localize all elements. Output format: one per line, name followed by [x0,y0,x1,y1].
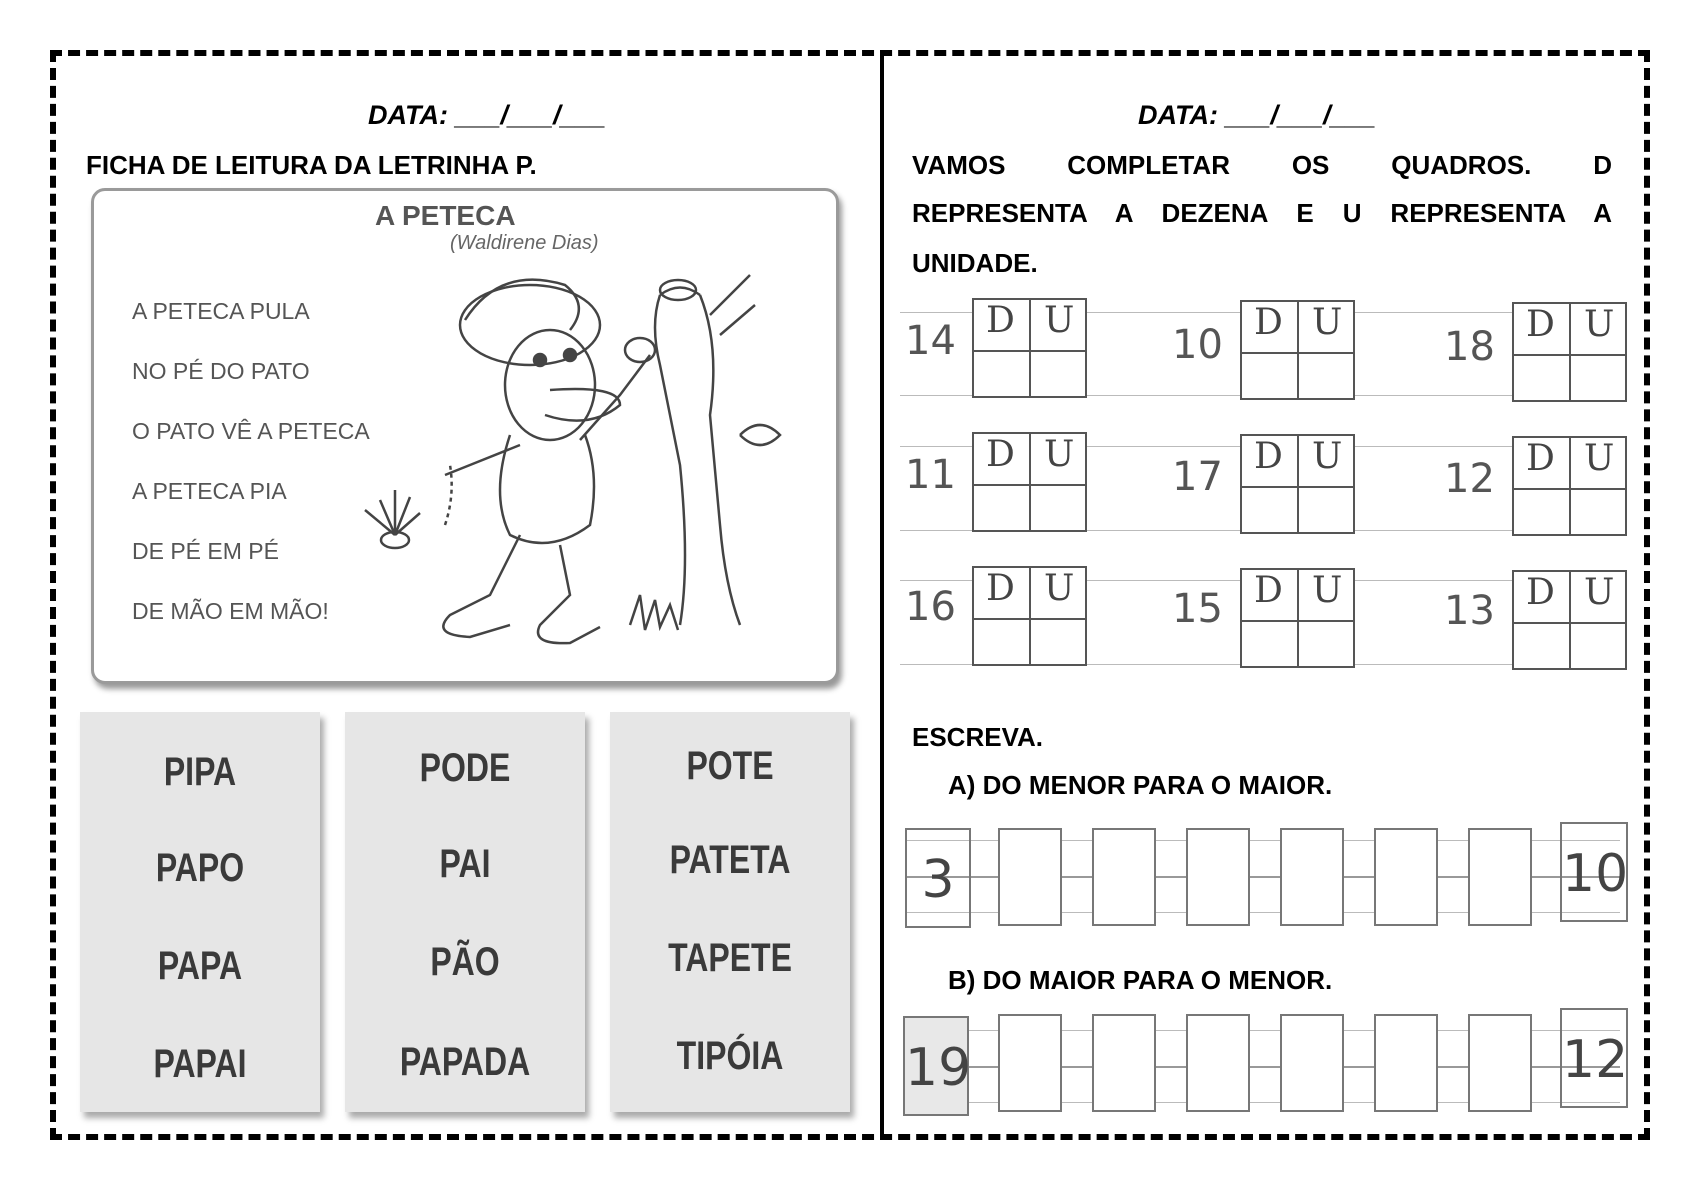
instruction-line: REPRESENTA A DEZENA E U REPRESENTA A [912,198,1612,228]
word: TAPETE [668,936,792,980]
word: TIPÓIA [676,1034,784,1078]
word: PAI [439,842,491,886]
number-label: 14 [905,318,956,364]
du-box[interactable] [1240,568,1355,668]
sequence-a-blank[interactable] [1374,828,1438,926]
number-label: 11 [905,452,956,498]
story-line: A PETECA PIA [132,478,287,504]
word: PAPAI [153,1042,247,1086]
word: PAPO [155,846,245,890]
sequence-a-start: 3 [905,828,971,928]
sequence-b-blank[interactable] [998,1014,1062,1112]
sequence-b-blank[interactable] [1186,1014,1250,1112]
du-label-u: U [1044,434,1075,475]
word: PIPA [163,750,237,794]
du-box[interactable] [972,298,1087,398]
word: POTE [686,744,774,788]
task-a-heading: A) DO MENOR PARA O MAIOR. [948,770,1333,800]
word: PAPADA [399,1040,531,1084]
story-line: DE MÃO EM MÃO! [132,598,329,624]
write-heading: ESCREVA. [912,722,1043,752]
word: PODE [419,746,511,790]
right-date: DATA: ___/___/___ [1138,100,1376,130]
sequence-b-blank[interactable] [1374,1014,1438,1112]
sequence-a-blank[interactable] [1468,828,1532,926]
du-box[interactable] [1512,436,1627,536]
reading-heading: FICHA DE LEITURA DA LETRINHA P. [86,150,537,180]
du-box[interactable] [1512,302,1627,402]
sequence-a-blank[interactable] [1186,828,1250,926]
word: PÃO [430,940,500,984]
sequence-b-blank[interactable] [1280,1014,1344,1112]
sequence-b-blank[interactable] [1092,1014,1156,1112]
sequence-a-blank[interactable] [998,828,1062,926]
du-label-d: D [1526,438,1555,479]
du-label-d: D [986,300,1015,341]
sequence-b-start: 19 [903,1016,969,1116]
task-b-heading: B) DO MAIOR PARA O MENOR. [948,965,1333,995]
du-label-u: U [1044,300,1075,341]
sequence-b-end: 12 [1560,1008,1628,1108]
sequence-a-blank[interactable] [1280,828,1344,926]
du-box[interactable] [1512,570,1627,670]
du-label-u: U [1312,570,1343,611]
du-label-d: D [986,568,1015,609]
column-divider [880,50,884,1140]
duck-peteca-illustration [360,265,800,665]
du-label-d: D [1254,436,1283,477]
du-label-u: U [1584,438,1615,479]
du-label-u: U [1312,302,1343,343]
number-label: 15 [1172,586,1223,632]
number-label: 12 [1444,456,1495,502]
du-label-u: U [1312,436,1343,477]
number-label: 18 [1444,324,1495,370]
du-label-d: D [1526,304,1555,345]
du-label-d: D [1254,302,1283,343]
number-label: 16 [905,584,956,630]
number-label: 17 [1172,454,1223,500]
du-box[interactable] [972,566,1087,666]
word: PAPA [157,944,243,988]
sequence-a-blank[interactable] [1092,828,1156,926]
story-title: A PETECA [375,200,516,231]
instruction-line: VAMOS COMPLETAR OS QUADROS. D [912,150,1612,180]
story-line: NO PÉ DO PATO [132,358,310,384]
du-box[interactable] [1240,300,1355,400]
du-label-d: D [1254,570,1283,611]
du-box[interactable] [1240,434,1355,534]
story-line: O PATO VÊ A PETECA [132,418,370,444]
du-label-u: U [1584,304,1615,345]
number-label: 10 [1172,322,1223,368]
story-line: DE PÉ EM PÉ [132,538,279,564]
sequence-a-end: 10 [1560,822,1628,922]
instruction-line: UNIDADE. [912,248,1038,278]
du-label-d: D [986,434,1015,475]
du-box[interactable] [972,432,1087,532]
du-label-u: U [1044,568,1075,609]
du-label-d: D [1526,572,1555,613]
word: PATETA [669,838,791,882]
sequence-b-blank[interactable] [1468,1014,1532,1112]
story-line: A PETECA PULA [132,298,310,324]
number-label: 13 [1444,588,1495,634]
story-author: (Waldirene Dias) [450,232,599,254]
du-label-u: U [1584,572,1615,613]
left-date: DATA: ___/___/___ [368,100,606,130]
